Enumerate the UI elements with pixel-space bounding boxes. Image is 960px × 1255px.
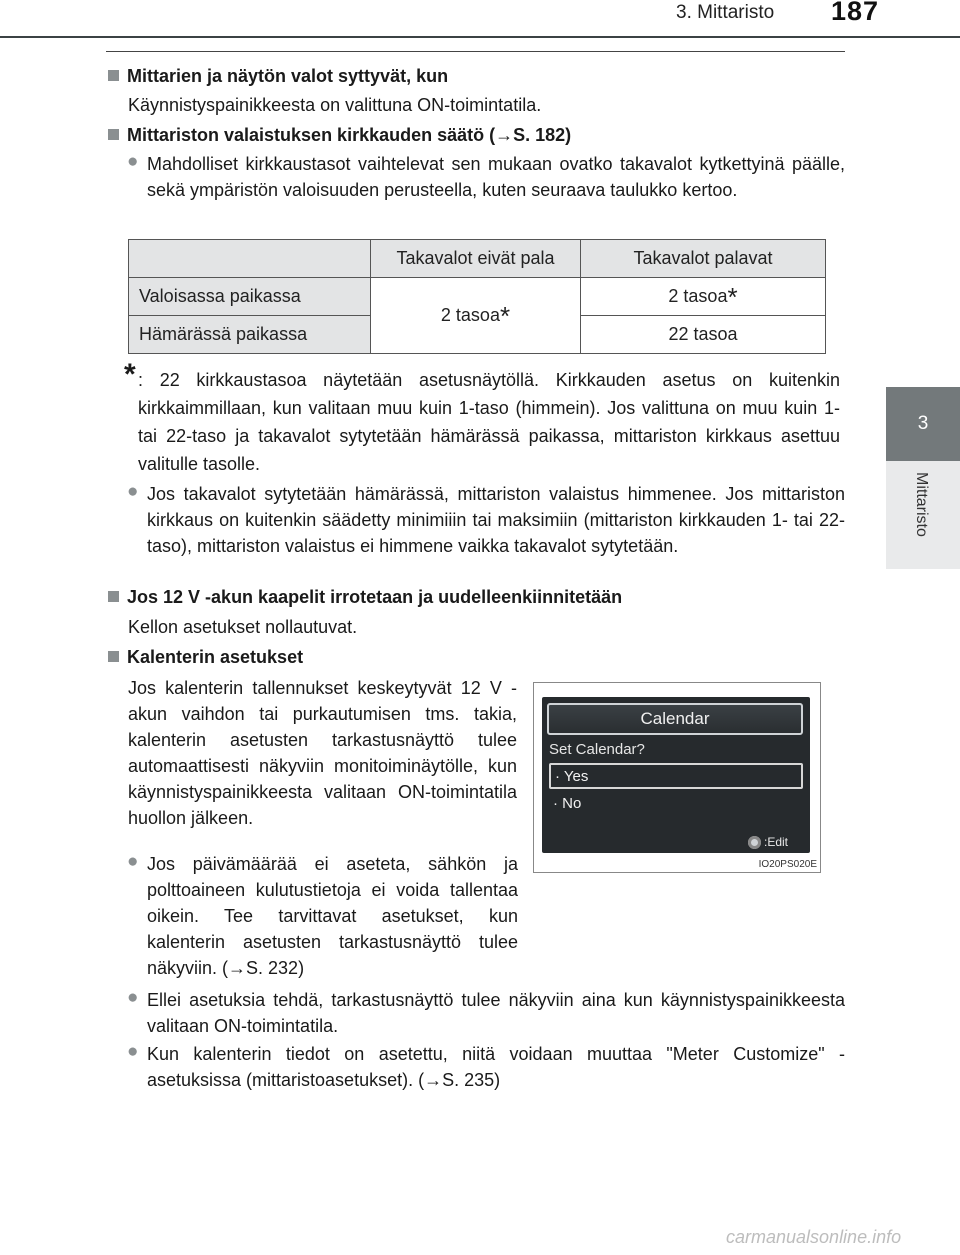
section-heading: Mittarien ja näytön valot syttyvät, kun	[108, 66, 448, 87]
table-row-label: Valoisassa paikassa	[129, 278, 371, 316]
section-heading: Mittariston valaistuksen kirkkauden säätö (→S. 182)	[108, 125, 571, 146]
edit-hint: :Edit	[748, 835, 788, 849]
section-body: Kellon asetukset nollautuvat.	[128, 617, 358, 637]
section-body: Jos kalenterin tallennukset keskeytyvät 12 V -akun vaihdon tai purkautumisen tms. takia, kalenterin asetusten tarkastusnäyttö tulee automaattisesti näkyviin monitoiminäytölle, kun käynnistyspainikkeesta valitaan ON-toimintatila huollon jälkeen.	[128, 678, 517, 828]
multi-info-display	[542, 697, 810, 853]
round-bullet-icon: ●	[127, 987, 139, 1008]
bullet-text: Mahdolliset kirkkaustasot vaihtelevat sen mukaan ovatko takavalot kytkettyinä päälle, sekä ympäristön valoisuuden perusteella, kuten seuraava taulukko kertoo.	[147, 154, 845, 200]
calendar-screen-figure	[533, 682, 821, 873]
footnote-text: : 22 kirkkaustasoa näytetään asetusnäytöllä. Kirkkauden asetus on kuitenkin kirkkaimmillaan, kun valitaan muu kuin 1-taso (himmein). Jos valittuna on muu kuin 1- tai 22-taso ja takavalot sytytetään hämärässä paikassa, mittariston kirkkaus asettuu valitulle tasolle.	[138, 370, 840, 474]
option-no: · No	[553, 794, 582, 812]
brightness-table	[128, 239, 826, 354]
round-bullet-icon: ●	[127, 851, 139, 872]
section-heading: Kalenterin asetukset	[108, 647, 303, 668]
round-bullet-icon: ●	[127, 481, 139, 502]
table-cell: 22 tasoa	[581, 316, 826, 354]
round-bullet-icon: ●	[127, 1041, 139, 1062]
bullet-text: Kun kalenterin tiedot on asetettu, niitä voidaan muuttaa "Meter Customize" -asetuksissa (mittaristoasetukset). (→S. 235)	[147, 1044, 845, 1090]
square-bullet-icon	[108, 651, 119, 662]
table-header: Takavalot palavat	[581, 240, 826, 278]
square-bullet-icon	[108, 591, 119, 602]
table-corner	[129, 240, 371, 278]
page-number: 187	[831, 0, 880, 26]
square-bullet-icon	[108, 129, 119, 140]
table-header: Takavalot eivät pala	[371, 240, 581, 278]
section-body: Käynnistyspainikkeesta on valittuna ON-toimintatila.	[128, 95, 542, 115]
figure-code: IO20PS020E	[758, 859, 817, 870]
bullet-text: Ellei asetuksia tehdä, tarkastusnäyttö tulee näkyviin aina kun käynnistyspainikkeesta valitaan ON-toimintatila.	[147, 990, 845, 1036]
chapter-tab-label: Mittaristo	[913, 472, 930, 537]
square-bullet-icon	[108, 70, 119, 81]
table-row-label: Hämärässä paikassa	[129, 316, 371, 354]
header-rule	[0, 36, 960, 38]
chapter-tab: 3	[886, 387, 960, 461]
round-bullet-icon: ●	[127, 151, 139, 172]
bullet-text: Jos takavalot sytytetään hämärässä, mittariston valaistus himmenee. Jos mittariston kirkkaus on kuitenkin säädetty minimiiin tai maksimiin (mittariston kirkkauden 1- tai 22-taso), mittariston valaistus ei himmene vaikka takavalot sytytetään.	[147, 484, 845, 556]
option-yes: · Yes	[549, 763, 803, 789]
table-cell: 2 tasoa*	[371, 278, 581, 354]
screen-title: Calendar	[547, 703, 803, 735]
content-top-rule	[106, 51, 845, 52]
footnote-mark: *	[124, 358, 136, 391]
screen-question: Set Calendar?	[549, 741, 645, 758]
table-cell: 2 tasoa*	[581, 278, 826, 316]
dial-knob-icon	[748, 836, 761, 849]
bullet-text: Jos päivämäärää ei aseteta, sähkön ja polttoaineen kulutustietoja ei voida tallentaa oikein. Tee tarvittavat asetukset, kun kalenterin asetusten tarkastusnäyttö tulee näkyviin. (→S. 232)	[147, 854, 518, 978]
watermark: carmanualsonline.info	[726, 1227, 902, 1247]
section-heading: Jos 12 V -akun kaapelit irrotetaan ja uudelleenkiinnitetään	[108, 587, 622, 608]
section-title: 3. Mittaristo	[676, 2, 775, 23]
